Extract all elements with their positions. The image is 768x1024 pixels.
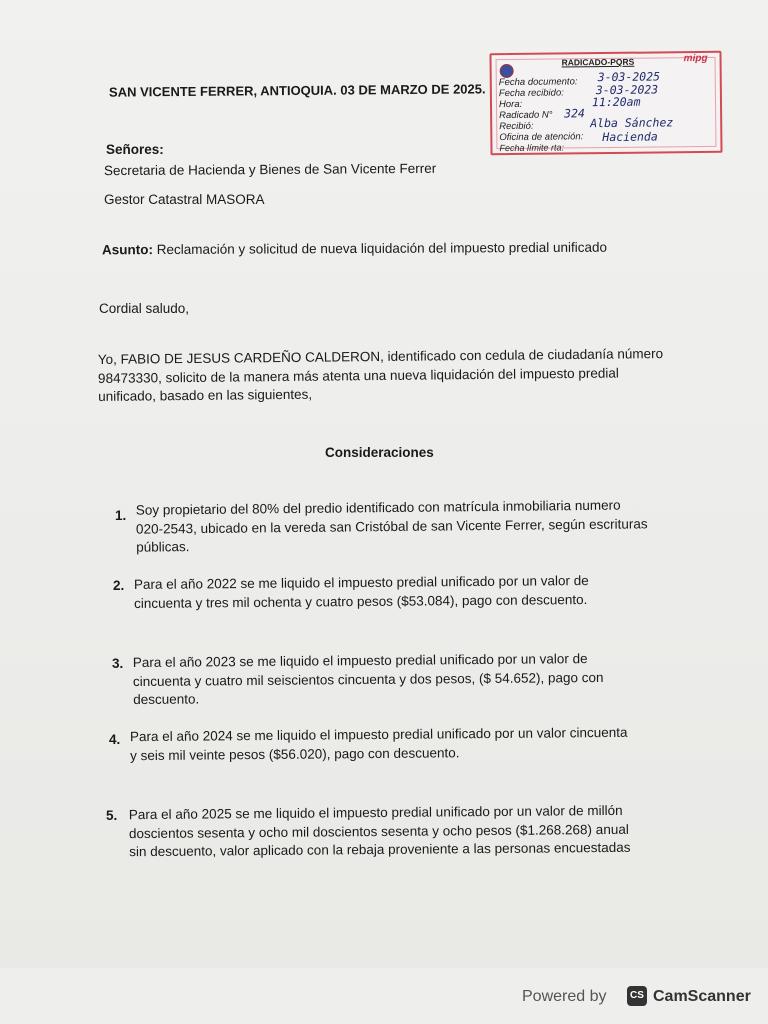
stamp-label-fecha-documento: Fecha documento: — [498, 76, 578, 89]
stamp-title: RADICADO-PQRS — [561, 56, 635, 68]
item-number: 3. — [112, 656, 124, 671]
place-date: SAN VICENTE FERRER, ANTIOQUIA. 03 DE MARZO DE 2025. — [108, 81, 486, 100]
item-line: cincuenta y tres mil ochenta y cuatro pesos ($53.084), pago con descuento. — [134, 591, 588, 611]
stamp-value-fecha-recibido: 3-03-2023 — [595, 82, 659, 98]
item-line: sin descuento, valor aplicado con la rebaja proveniente a las personas encuestadas — [129, 839, 631, 860]
subject — [102, 239, 607, 260]
stamp-label-hora: Hora: — [498, 98, 523, 111]
item-line: doscientos sesenta y ocho mil doscientos sesenta y ocho pesos ($1.268.268) anual — [128, 821, 629, 841]
recipients-label: Señores: — [106, 142, 164, 157]
item-number: 4. — [109, 732, 121, 747]
recipient-line-2: Gestor Catastral MASORA — [104, 192, 265, 207]
item-line: Para el año 2025 se me liquido el impuesto predial unificado por un valor de millón — [128, 802, 623, 823]
stamp-brand: mipg — [683, 52, 708, 65]
item-line: cincuenta y cuatro mil seiscientos cincuenta y dos pesos, ($ 54.652), pago con — [132, 669, 604, 689]
item-line: públicas. — [136, 539, 190, 555]
intro-line: 98473330, solicito de la manera más atenta una nueva liquidación del impuesto predial — [97, 365, 619, 386]
camscanner-logo-icon: CS — [627, 986, 647, 1006]
stamp-value-hora: 11:20am — [591, 94, 641, 110]
item-number: 2. — [113, 578, 125, 593]
subject-text: Reclamación y solicitud de nueva liquidación del impuesto predial unificado — [152, 239, 608, 258]
list-item — [136, 496, 648, 557]
item-line: descuento. — [133, 691, 200, 708]
stamp-label-fecha-limite: Fecha límite rta: — [499, 142, 565, 154]
item-line: Soy propietario del 80% del predio identificado con matrícula inmobiliaria numero — [135, 497, 621, 518]
radicado-stamp — [489, 51, 722, 155]
item-number: 1. — [115, 508, 127, 523]
considerations-title: Consideraciones — [325, 445, 434, 460]
item-line: y seis mil veinte pesos ($56.020), pago con descuento. — [130, 744, 460, 763]
stamp-label-radicado: Radicado N° — [499, 109, 553, 122]
item-line: Para el año 2024 se me liquido el impuesto predial unificado por un valor cincuenta — [129, 724, 628, 745]
subject-label: Asunto: — [101, 242, 154, 258]
list-item — [133, 650, 604, 710]
list-item — [130, 724, 628, 765]
camscanner-brand: CamScanner — [653, 988, 751, 1005]
recipient-line-1: Secretaria de Hacienda y Bienes de San Vicente Ferrer — [103, 160, 437, 179]
greeting: Cordial saludo, — [99, 301, 190, 316]
item-line: Para el año 2022 se me liquido el impuesto predial unificado por un valor de — [133, 573, 589, 592]
item-number: 5. — [106, 808, 118, 823]
stamp-value-fecha-documento: 3-03-2025 — [597, 69, 661, 85]
stamp-label-oficina: Oficina de atención: — [499, 131, 584, 144]
list-item — [134, 572, 589, 613]
intro-paragraph — [98, 345, 664, 406]
intro-line: Yo, FABIO DE JESUS CARDEÑO CALDERON, identificado con cedula de ciudadanía número — [97, 346, 664, 367]
list-item — [129, 802, 631, 862]
powered-by-label: Powered by — [522, 988, 607, 1005]
stamp-value-oficina: Hacienda — [602, 129, 658, 145]
stamp-value-recibio: Alba Sánchez — [590, 115, 674, 131]
intro-line: unificado, basado en las siguientes, — [98, 386, 313, 404]
stamp-label-fecha-recibido: Fecha recibido: — [498, 87, 564, 100]
stamp-label-recibio: Recibió: — [499, 120, 534, 133]
item-line: Para el año 2023 se me liquido el impuesto predial unificado por un valor de — [132, 651, 588, 671]
item-line: 020-2543, ubicado en la vereda san Cristóbal de san Vicente Ferrer, según escrituras — [135, 515, 648, 537]
stamp-value-radicado: 324 — [564, 106, 585, 121]
